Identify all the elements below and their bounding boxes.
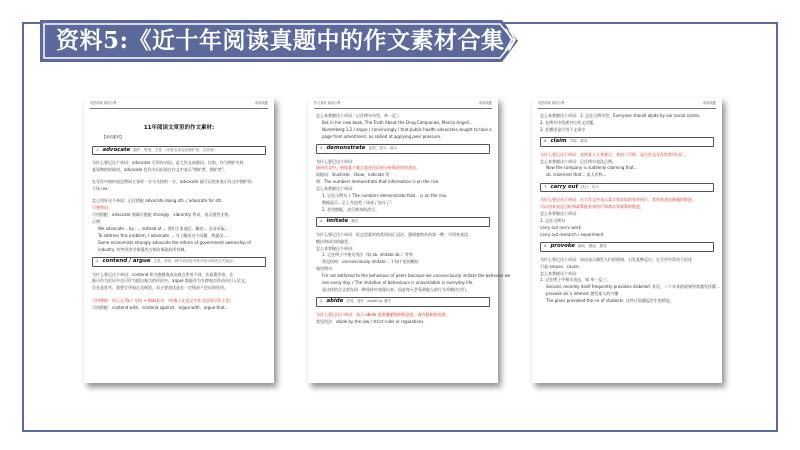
slide-title-banner	[40, 20, 528, 62]
text-line: 怎么来掌握这个单词：记住例句表达示例。	[540, 158, 616, 164]
text-line-highlight: 为什么要记这个单词：在大作文中表示某计划实际的有序执行，常用来表达措施的推进，	[540, 197, 696, 203]
text-line: 为什么要记这个单词：该词表示激发人们的情绪、引发某种反应，在写作中常用于论述	[540, 256, 692, 262]
text-line-highlight: 可替换词：	[92, 205, 112, 211]
document-title: 11年阅读文章里的作文素材:	[143, 124, 215, 131]
keyword-word: claim	[550, 138, 567, 145]
example-line: page from advertisers, as skilled at applying peer pressure.	[322, 133, 442, 139]
document-page-3	[532, 98, 722, 383]
slide-title: 资料5:《近十年阅读真题中的作文素材合集》	[56, 27, 528, 54]
text-line: 在写作中如何表达赞同主张时一方与支持的一方，advocate 就可以用来表示作文中拥护的	[92, 179, 252, 185]
example-line: 2. 会用搭配，进行简单的改写。	[322, 206, 380, 212]
keyword-box	[540, 137, 714, 147]
header-left: 作文素材 阅读合集	[314, 101, 341, 105]
text-line-highlight: 可以用来表达目标和政策能有效执行和落实等政策的推进。	[540, 204, 644, 210]
text-line: 2. 在例句中找到对应作文话题。	[540, 119, 598, 125]
page-running-header	[538, 101, 716, 109]
keyword-gloss: 证明、显示、展示	[368, 146, 398, 151]
example-line: The plans provoked the ire of students. 这些计划激起学生的愤怒。	[546, 298, 674, 304]
text-line: 怎么来掌握这个单词：	[540, 211, 580, 217]
text-line: 为什么要记这个单词：	[316, 158, 356, 164]
keyword-box	[540, 183, 714, 193]
keyword-box	[540, 242, 714, 252]
example-line: see every day. / The imitation of behaviours is unavoidable in everyday life.	[322, 280, 474, 286]
text-line: 1. 记住示例句	[540, 218, 566, 224]
text-line-highlight: 为什么要记这个单词：表明某人主张观点，类似于声称，是议论文写作的常用词汇。	[540, 151, 688, 157]
text-line: 怎么来掌握这个单词：	[316, 245, 356, 251]
page-running-header	[314, 101, 492, 109]
text-line: 常见用法：abide by the law / strict rules or regulations	[316, 318, 424, 324]
keyword-number: 1.	[96, 147, 100, 152]
text-line: 引起 arouse、cause。	[540, 263, 583, 269]
keyword-word: abide	[326, 298, 344, 305]
keyword-gloss: 忍受、遵守	[346, 299, 365, 304]
keyword-gloss: 拥护、赞成、主张 （该是名词也有拥护者、支持者）	[133, 147, 218, 152]
keyword-word: carry out	[550, 183, 579, 190]
header-right: 阅读真题	[703, 101, 716, 105]
text-line-highlight: 为什么要记这个单词：表示 abide 需要遵循规则的意思，或有限制的场景。	[316, 311, 450, 317]
example-line: 常见结构：unconsciously imitate... 不知不觉的模仿	[322, 259, 419, 265]
keyword-box	[92, 257, 266, 267]
example-line: Second, recently itself frequently provokes disbelief. 其次，二十年来的成果经常激发怀疑...	[546, 284, 720, 290]
keyword-number: 3.	[320, 146, 324, 151]
text-line-highlight: 演绎作文中，展现某个观点表述论证的分析情况用的表达。	[316, 165, 420, 171]
keyword-box	[316, 297, 490, 307]
section-label: 【动词素材】	[102, 135, 124, 139]
text-line: 1. 记住例子中相关表达，如 举一反三：	[540, 277, 611, 283]
keyword-extra: abide by 遵守	[367, 299, 392, 304]
keyword-gloss: 模仿	[351, 219, 359, 224]
keyword-gloss: 声称、要求	[569, 139, 588, 144]
keyword-number: 6.	[544, 139, 548, 144]
keyword-word: advocate	[102, 146, 131, 153]
header-left: 英语阅读 素材合集	[538, 101, 565, 105]
text-line: carry out one's work	[540, 224, 581, 230]
keyword-box	[92, 146, 266, 156]
keyword-box	[316, 217, 490, 227]
text-line: 模仿和成功的偏差。	[316, 238, 352, 244]
text-line: 怎么来掌握这个单词：1. 记住示例句型，Everyone should abide by our social norms.	[540, 112, 701, 118]
text-line: 可用搭配：contend with、contend against、argue with、argue that...	[92, 304, 229, 310]
example-line: Nuremberg 1.2 / argue / convincingly / that public health advocates sought to take a	[322, 126, 492, 132]
keyword-gloss: 执行、实行	[581, 184, 600, 189]
keyword-number: 5.	[320, 299, 324, 304]
text-line: 既可作为论证中也可作为提出观点的评论中，argue 都能作为支撑观点的动词引入论文，	[92, 278, 249, 284]
example-line: 1. 记住例子中相关用法（如 sb. imitate sb.）等等	[322, 252, 413, 258]
text-line: 为什么要记这个单词：标志型素材的常用词汇语法，强调观察外的第一种，可用来表达	[316, 231, 468, 237]
keyword-word: provoke	[550, 243, 575, 250]
document-page-2	[308, 98, 511, 383]
example-line: But in her new book, The Truth About the Drug Companies, Marcia Angell...	[322, 119, 473, 125]
text-line: 存在是优劣，重要它更加正式规范，而主要表达是在一定情况下论证的作用。	[92, 285, 228, 291]
example-line: sb. claim(ed) that... 某人声称...	[546, 172, 607, 178]
example-line: I'm not addicted to the behaviour of peers because we unconsciously imitate the behavior we	[322, 273, 511, 279]
text-line: 例：The numbers demonstrate that information is on the rise.	[316, 179, 440, 185]
keyword-gloss: 主张、争论（两个动词在写作中均可用作正式表达）	[153, 259, 237, 264]
keyword-number: 8.	[544, 244, 548, 249]
header-left: 英语阅读 素材合集	[90, 101, 117, 105]
text-line: 为什么要记这个单词：advocate 可用作动词，是大作文高频词，比如，作为拥护支持	[92, 160, 244, 165]
example-line: Now the company is suddenly claiming that...	[546, 165, 638, 171]
example-line: industry. 有些经济学家强烈支持改革政府所有制。	[98, 246, 189, 252]
keyword-word: contend / argue	[102, 258, 151, 265]
text-line-highlight: 可用替换：用入无 fix / 支持 + that从句 （所指子在论文中作为总结写作主论）	[92, 297, 234, 303]
keyword-gloss: 煽动、激起、激发	[577, 244, 607, 249]
text-line: 某事物的时候用，advocate 也作名词出现在作文中表示"拥护者，拥护者"。	[92, 166, 228, 172]
text-line: 典型例句：	[316, 266, 336, 272]
header-right: 阅读真题	[479, 101, 492, 105]
keyword-box	[316, 144, 490, 154]
example-line: Some economists strongly advocate the reform of government ownership of	[98, 239, 251, 245]
text-line: 为什么要记这个单词：contend 和为指挑战表达观点所用不同，在政策评价、在	[92, 271, 234, 277]
text-line: carry out research / experiment	[540, 231, 604, 237]
text-line: 怎么来掌握这个单词：记住例句句型，举一反三	[316, 112, 400, 118]
page-running-header	[90, 101, 268, 109]
text-line: 可用搭配：advocate 强调可搭配 strongly、vibrantly 等词，表示强烈支持。	[92, 212, 233, 218]
keyword-number: 7.	[544, 184, 548, 189]
example-line: provoke sb.'s interest 激发某人的兴趣	[546, 291, 619, 297]
text-line: 示例：	[92, 219, 104, 225]
example-line: 是这样的含义即在同一种选择中表现出来，因此每天会看到他人的行为并模仿它们。	[322, 286, 470, 292]
text-line: 3. 在哪里是应用于文章中	[540, 126, 586, 132]
keyword-number: 2.	[96, 259, 100, 264]
text-line: 怎么来掌握这个单词：	[540, 270, 580, 276]
text-line: 怎么来掌握这个单词：	[316, 186, 356, 192]
example-line: 1. 记住示例句子 The numbers demonstrate that... is on the rise.	[322, 193, 448, 199]
document-page-1	[84, 98, 274, 383]
example-line: We advocate... by ..., instead of ... 我们主张通过...解决... 而非采取...	[98, 225, 229, 231]
example-line: To address this problem, I advocate ... 为了解决这个问题，我提出...	[98, 232, 228, 238]
keyword-word: demonstrate	[326, 145, 366, 152]
header-right: 阅读真题	[255, 101, 268, 105]
keyword-number: 4.	[320, 219, 324, 224]
text-line: 怎么用好这个单词：记住搭配 advocate doing sth. / advocate for sth.	[92, 198, 223, 204]
text-line: 同根词：illustrate、show、indicate 等	[316, 172, 390, 178]
example-line: 数据显示...呈上升趋势（该成了加分了）	[322, 199, 394, 205]
keyword-word: imitate	[326, 218, 349, 225]
text-line: 立场 (ex.	[92, 186, 109, 192]
